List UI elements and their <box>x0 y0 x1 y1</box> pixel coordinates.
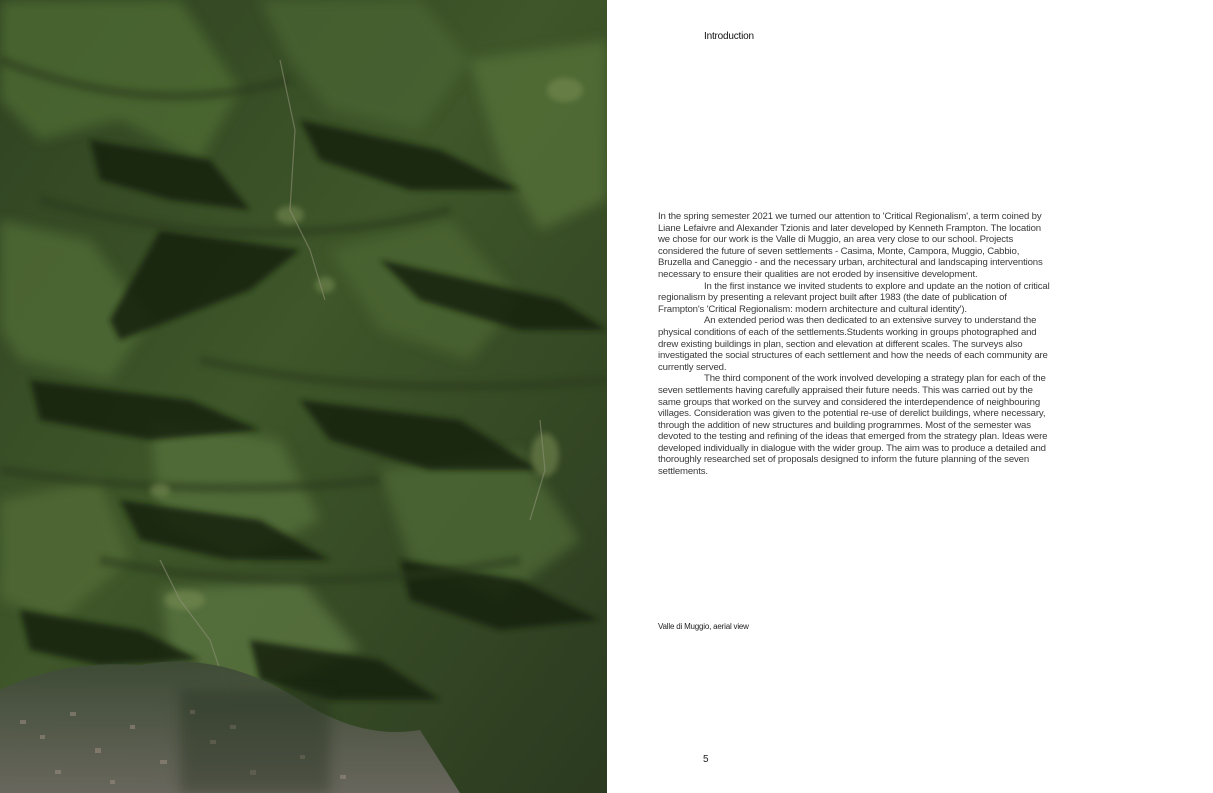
paragraph-3: An extended period was then dedicated to an extensive survey to understand the physical conditions of each of the settlements.Students working in groups photographed and drew existing buildings in plan, section and elevation at different scales. The surveys also investigated the social structures of each settlement and how the needs of each community are currently served. <box>658 315 1048 373</box>
image-caption: Valle di Muggio, aerial view <box>658 622 749 631</box>
paragraph-1: In the spring semester 2021 we turned our attention to 'Critical Regionalism', a term coined by Liane Lefaivre and Alexander Tzionis and later developed by Kenneth Frampton. The location we chose for our work is the Valle di Muggio, an area very close to our school. Projects considered the future of seven settlements - Casima, Monte, Campora, Muggio, Cabbio, Bruzella and Caneggio - and the necessary urban, architectural and landscaping interventions necessary to ensure their qualities are not eroded by insensitive development. <box>658 211 1043 280</box>
text-page <box>607 0 1213 793</box>
body-text <box>658 211 1050 478</box>
paragraph-2: In the first instance we invited students to explore and update an the notion of critical regionalism by presenting a relevant project built after 1983 (the date of publication of Frampton's 'Critical Regionalism: modern architecture and cultural identity'). <box>658 280 1050 315</box>
paragraph-4: The third component of the work involved developing a strategy plan for each of the seven settlements having carefully appraised their future needs. This was carried out by the same groups that worked on the survey and considered the interdependence of neighbouring villages. Consideration was given to the potential re-use of derelict buildings, where necessary, through the addition of new structures and building programmes. Most of the semester was devoted to the testing and refining of the ideas that emerged from the strategy plan. Ideas were developed individually in dialogue with the wider group. The aim was to produce a detailed and thoroughly researched set of proposals designed to inform the future planning of the seven settlements. <box>658 373 1048 478</box>
page-number: 5 <box>703 754 709 765</box>
section-title: Introduction <box>704 31 754 42</box>
